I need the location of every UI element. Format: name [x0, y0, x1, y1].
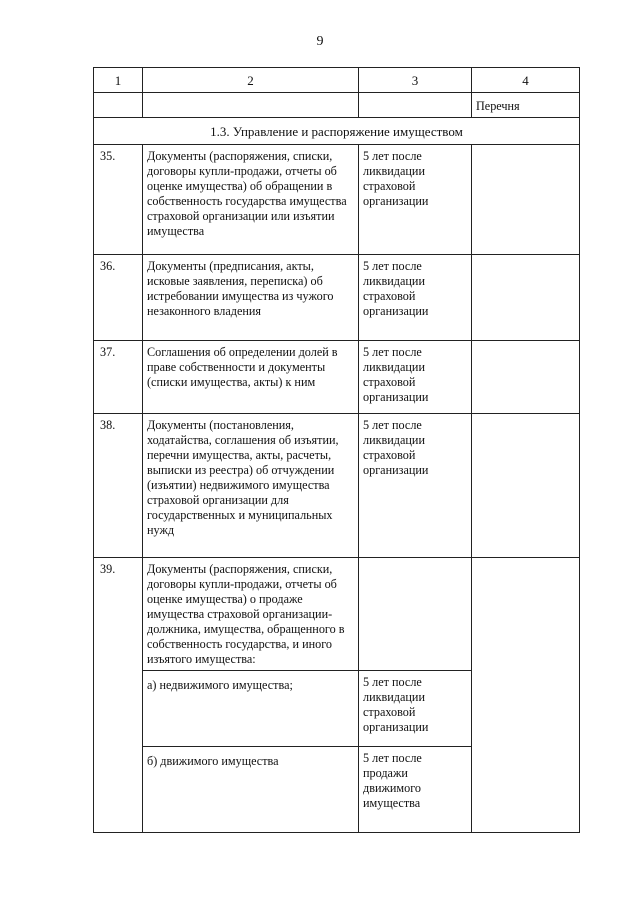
section-row: [94, 118, 580, 145]
continuation-note: Перечня: [472, 93, 580, 118]
document-description: Документы (распоряжения, списки, договоры купли-продажи, отчеты об оценке имущества) об обращении в собственность государства имущества страховой организации или изъятии имущества: [143, 145, 359, 255]
section-title: 1.3. Управление и распоряжение имуществом: [94, 118, 580, 145]
notes-cell: [472, 255, 580, 341]
table-row: [94, 414, 580, 558]
table-row: [94, 255, 580, 341]
retention-period: 5 лет после продажи движимого имущества: [359, 747, 472, 833]
column-number-1: 1: [94, 68, 143, 93]
row-number: 38.: [94, 414, 143, 558]
table-row: [94, 145, 580, 255]
document-description: Документы (распоряжения, списки, договоры купли-продажи, отчеты об оценке имущества) о продаже имущества страховой организации-должника, имущества, обращенного в собственность государства, и иного изъятого имущества:: [143, 558, 359, 671]
retention-period: 5 лет после ликвидации страховой организации: [359, 414, 472, 558]
retention-period: 5 лет после ликвидации страховой организации: [359, 255, 472, 341]
notes-cell: [472, 145, 580, 255]
subitem-description: а) недвижимого имущества;: [143, 671, 359, 747]
row-number: 39.: [94, 558, 143, 833]
records-table: [93, 67, 580, 833]
retention-period: [359, 558, 472, 671]
continuation-row: [94, 93, 580, 118]
document-description: Документы (предписания, акты, исковые заявления, переписка) об истребовании имущества из чужого незаконного владения: [143, 255, 359, 341]
retention-period: 5 лет после ликвидации страховой организации: [359, 341, 472, 414]
retention-period: 5 лет после ликвидации страховой организации: [359, 671, 472, 747]
notes-cell: [472, 558, 580, 833]
row-number: 36.: [94, 255, 143, 341]
table-row: [94, 341, 580, 414]
subitem-description: б) движимого имущества: [143, 747, 359, 833]
retention-period: 5 лет после ликвидации страховой организации: [359, 145, 472, 255]
document-description: Документы (постановления, ходатайства, соглашения об изъятии, перечни имущества, акты, расчеты, выписки из реестра) об отчуждении (изъятии) недвижимого имущества страховой организации для государственных и муниципальных нужд: [143, 414, 359, 558]
row-number: 35.: [94, 145, 143, 255]
page-number: 9: [316, 34, 324, 49]
column-number-row: [94, 68, 580, 93]
notes-cell: [472, 414, 580, 558]
column-number-3: 3: [359, 68, 472, 93]
document-description: Соглашения об определении долей в праве собственности и документы (списки имущества, акты) к ним: [143, 341, 359, 414]
notes-cell: [472, 341, 580, 414]
column-number-2: 2: [143, 68, 359, 93]
column-number-4: 4: [472, 68, 580, 93]
table-row: [94, 558, 580, 671]
row-number: 37.: [94, 341, 143, 414]
